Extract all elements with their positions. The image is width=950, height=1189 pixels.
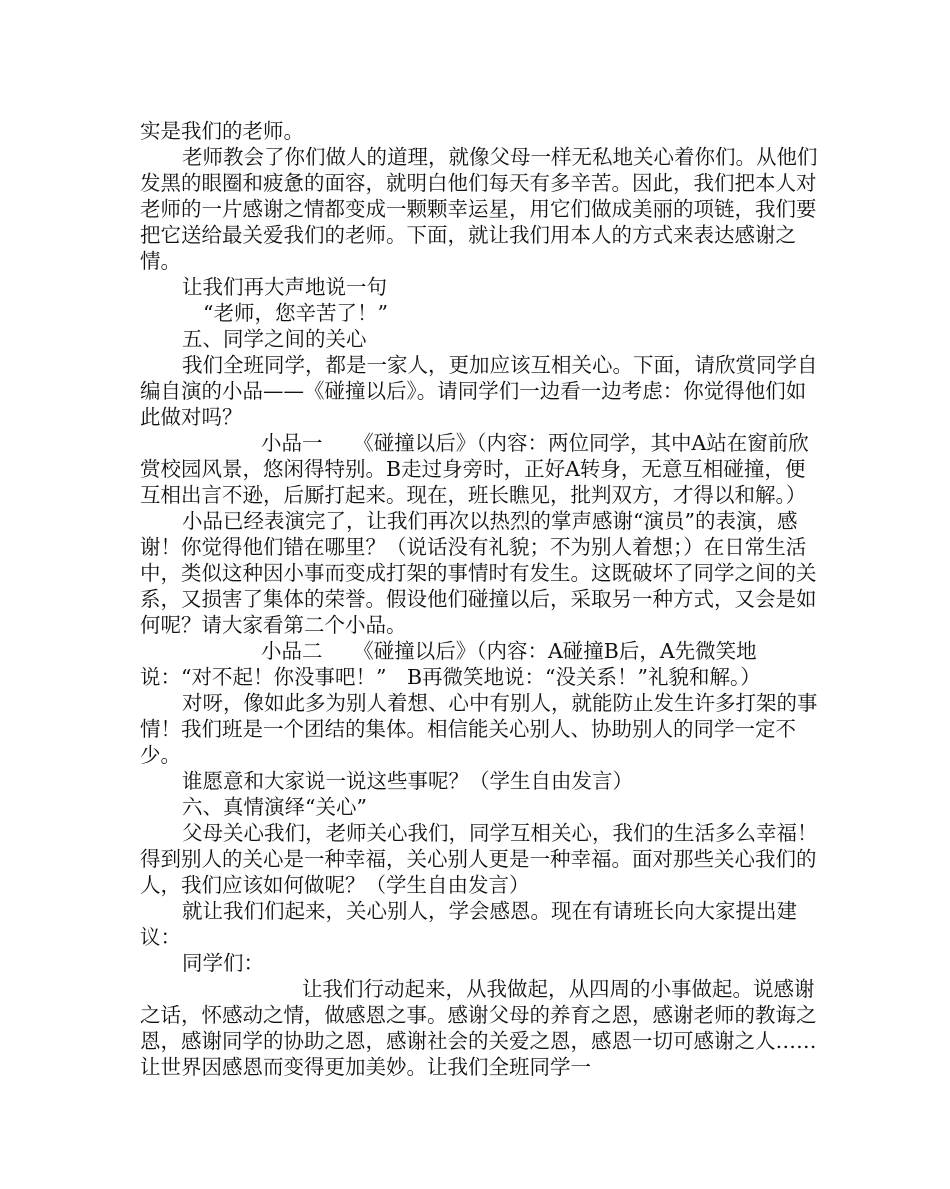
paragraph-skit-one: 小品一 《碰撞以后》（内容：两位同学，其中A站在窗前欣赏校园风景，悠闲得特别。B走过身旁时，正好A转身，无意互相碰撞，便互相出言不逊，后厮打起来。现在，班长瞧见，批判双方，才得以和解。） [140,431,809,507]
paragraph-happiness: 父母关心我们，老师关心我们，同学互相关心，我们的生活多么幸福！得到别人的关心是一种幸福，关心别人更是一种幸福。面对那些关心我们的人，我们应该如何做呢？（学生自由发言） [140,821,818,897]
paragraph-monitor-proposal: 就让我们们起来，关心别人，学会感恩。现在有请班长向大家提出建议： [140,899,797,949]
paragraph-call-to-action: 让我们行动起来，从我做起，从四周的小事做起。说感谢之话，怀感动之情，做感恩之事。感谢父母的养育之恩，感谢老师的教诲之恩，感谢同学的协助之恩，感谢社会的关爱之恩，感恩一切可感谢之人……让世界因感恩而变得更加美妙。让我们全班同学一 [140,977,817,1079]
document-page [140,118,820,1080]
paragraph-who-will-share: 谁愿意和大家说一说这些事呢？（学生自由发言） [182,769,633,793]
section-heading-5: 五、同学之间的关心 [182,327,367,351]
paragraph-continuation: 实是我们的老师。 [140,119,304,143]
paragraph-greeting: 同学们： [182,951,264,975]
paragraph-classmates-care: 我们全班同学，都是一家人，更加应该互相关心。下面，请欣赏同学自编自演的小品——《碰撞以后》。请同学们一边看一边考虑：你觉得他们如此做对吗？ [140,353,818,429]
section-heading-6: 六、真情演绎“关心” [182,795,367,819]
paragraph-teacher-gratitude: 老师教会了你们做人的道理，就像父母一样无私地关心着你们。从他们发黑的眼圈和疲惫的面容，就明白他们每天有多辛苦。因此，我们把本人对老师的一片感谢之情都变成一颗颗幸运星，用它们做成美丽的项链，我们要把它送给最关爱我们的老师。下面，就让我们用本人的方式来表达感谢之情。 [140,145,818,273]
paragraph-skit-discussion: 小品已经表演完了，让我们再次以热烈的掌声感谢“演员”的表演，感谢！你觉得他们错在哪里？（说话没有礼貌；不为别人着想；）在日常生活中，类似这种因小事而变成打架的事情时有发生。这既破坏了同学之间的关系，又损害了集体的荣誉。假设他们碰撞以后，采取另一种方式，又会是如何呢？请大家看第二个小品。 [140,509,817,637]
paragraph-quote: “老师，您辛苦了！” [203,301,388,325]
paragraph-skit-two: 小品二 《碰撞以后》（内容：A碰撞B后，A先微笑地说：“对不起！你没事吧！” B再微笑地说：“没关系！”礼貌和解。） [140,639,761,689]
paragraph-say-aloud: 让我们再大声地说一句 [182,275,387,299]
paragraph-think-of-others: 对呀，像如此多为别人着想、心中有别人，就能防止发生许多打架的事情！我们班是一个团结的集体。相信能关心别人、协助别人的同学一定不少。 [140,691,818,767]
